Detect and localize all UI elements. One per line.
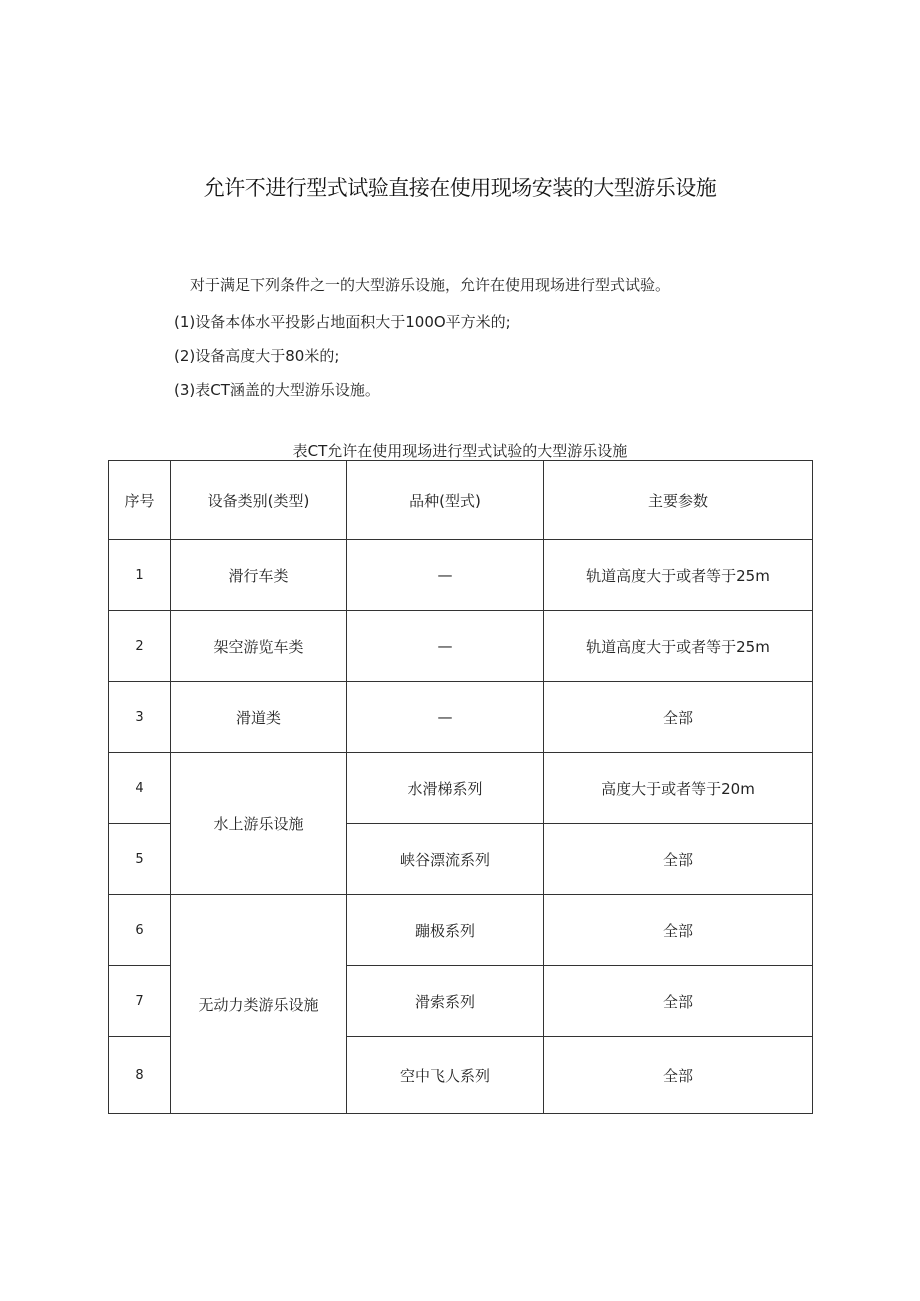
table-row [109, 540, 813, 611]
row-no: 5 [109, 824, 171, 895]
table-row [109, 753, 813, 824]
condition-2: (2)设备高度大于80米的; [174, 347, 340, 365]
row-category: 水上游乐设施 [171, 753, 347, 895]
row-variety: — [347, 611, 544, 682]
row-param: 轨道高度大于或者等于25m [544, 611, 813, 682]
row-no: 8 [109, 1037, 171, 1114]
header-no: 序号 [109, 461, 171, 540]
row-no: 6 [109, 895, 171, 966]
intro-paragraph: 对于满足下列条件之一的大型游乐设施，允许在使用现场进行型式试验。 [190, 276, 671, 294]
row-no: 2 [109, 611, 171, 682]
row-variety: 水滑梯系列 [347, 753, 544, 824]
row-category: 滑行车类 [171, 540, 347, 611]
row-param: 高度大于或者等于20m [544, 753, 813, 824]
row-param: 全部 [544, 682, 813, 753]
header-category: 设备类别(类型) [171, 461, 347, 540]
row-no: 7 [109, 966, 171, 1037]
row-variety: — [347, 540, 544, 611]
condition-1: (1)设备本体水平投影占地面积大于100O平方米的; [174, 313, 511, 331]
row-no: 3 [109, 682, 171, 753]
row-variety: — [347, 682, 544, 753]
table-row [109, 611, 813, 682]
row-variety: 滑索系列 [347, 966, 544, 1037]
table-caption: 表CT允许在使用现场进行型式试验的大型游乐设施 [292, 442, 628, 460]
header-variety: 品种(型式) [347, 461, 544, 540]
condition-3: (3)表CT涵盖的大型游乐设施。 [174, 381, 380, 399]
row-param: 全部 [544, 824, 813, 895]
row-variety: 峡谷漂流系列 [347, 824, 544, 895]
row-no: 1 [109, 540, 171, 611]
header-param: 主要参数 [544, 461, 813, 540]
row-param: 轨道高度大于或者等于25m [544, 540, 813, 611]
row-param: 全部 [544, 966, 813, 1037]
row-param: 全部 [544, 1037, 813, 1114]
table-header-row [109, 461, 813, 540]
row-category: 滑道类 [171, 682, 347, 753]
table-row [109, 682, 813, 753]
row-param: 全部 [544, 895, 813, 966]
page-title: 允许不进行型式试验直接在使用现场安装的大型游乐设施 [203, 176, 717, 200]
facilities-table [108, 460, 813, 1114]
row-variety: 空中飞人系列 [347, 1037, 544, 1114]
row-variety: 蹦极系列 [347, 895, 544, 966]
row-category: 架空游览车类 [171, 611, 347, 682]
table-row [109, 895, 813, 966]
row-no: 4 [109, 753, 171, 824]
row-category: 无动力类游乐设施 [171, 895, 347, 1114]
